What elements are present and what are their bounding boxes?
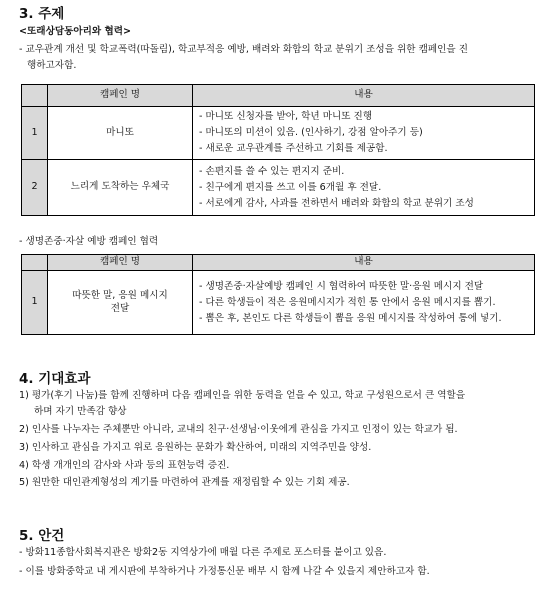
section4-item: 5) 원만한 대인관계형성의 계기를 마련하여 관계를 재정립할 수 있는 기회 제공. (19, 477, 350, 488)
section3-intro-line1: - 교우관계 개선 및 학교폭력(따돌림), 학교부적응 예방, 배려와 화합의 학교 분위기 조성을 위한 캠페인을 진 (19, 44, 468, 55)
section4-item: 2) 인사를 나누자는 주체뿐만 아니라, 교내의 친구·선생님·이웃에게 관심을 가지고 인정이 있는 학교가 됨. (19, 424, 458, 435)
campaign-name (48, 271, 193, 335)
section5-title: 5. 안건 (19, 528, 65, 544)
content-line: - 뽑은 후, 본인도 다른 학생들이 뽑을 응원 메시지를 작성하여 통에 넣기. (199, 312, 502, 324)
section4-item-continuation: 하며 자기 만족감 향상 (34, 406, 127, 417)
campaign-name: 마니또 (48, 107, 193, 160)
section3-subtitle: <또래상담동아리와 협력> (19, 26, 132, 37)
header-campaign-name: 캠페인 명 (48, 255, 193, 271)
campaign-content (193, 271, 535, 335)
header-num-cell (22, 255, 48, 271)
content-line: - 서로에게 감사, 사과를 전하면서 배려와 화합의 학교 분위기 조성 (199, 197, 474, 209)
campaign-content (193, 160, 535, 216)
row-number: 2 (22, 160, 48, 216)
table-row (22, 107, 535, 160)
section4-title: 4. 기대효과 (19, 371, 91, 387)
table-row (22, 160, 535, 216)
content-line: - 생명존중·자살예방 캠페인 시 협력하여 따뜻한 말·응원 메시지 전달 (199, 280, 484, 292)
content-line: - 손편지를 쓸 수 있는 편지지 준비. (199, 165, 345, 177)
section4-item: 4) 학생 개개인의 감사와 사과 등의 표현능력 증진. (19, 460, 230, 471)
header-content: 내용 (193, 255, 535, 271)
section4-item: 1) 평가(후기 나눔)를 함께 진행하며 다음 캠페인을 위한 동력을 얻을 수 있고, 학교 구성원으로서 큰 역할을 (19, 390, 466, 401)
campaign-name-line: 따뜻한 말, 응원 메시지 (72, 289, 168, 301)
section3-title: 3. 주제 (19, 6, 65, 22)
campaign-table-2 (21, 254, 535, 335)
campaign-table-1 (21, 84, 535, 216)
content-line: - 새로운 교우관계를 주선하고 기회를 제공함. (199, 143, 388, 154)
table-row (22, 271, 535, 335)
campaign-content (193, 107, 535, 160)
content-line: - 친구에게 편지를 쓰고 이를 6개월 후 전달. (199, 181, 382, 193)
section5-item: - 방화11종합사회복지관은 방화2동 지역상가에 매월 다른 주제로 포스터를 붙이고 있음. (19, 547, 387, 558)
table-header-row (22, 255, 535, 271)
row-number: 1 (22, 107, 48, 160)
campaign-name-line: 전달 (110, 302, 130, 314)
table-header-row (22, 85, 535, 107)
header-num-cell (22, 85, 48, 107)
section4-item: 3) 인사하고 관심을 가지고 위로 응원하는 문화가 확산하여, 미래의 지역주민을 양성. (19, 442, 372, 453)
header-content: 내용 (193, 85, 535, 107)
content-line: - 마니또 신청자를 받아, 학년 마니또 진행 (199, 111, 373, 122)
section3-intro-line2: 행하고자함. (27, 60, 77, 71)
header-campaign-name: 캠페인 명 (48, 85, 193, 107)
row-number: 1 (22, 271, 48, 335)
content-line: - 다른 학생들이 적은 응원메시지가 적힌 통 안에서 응원 메시지를 뽑기. (199, 296, 496, 308)
section5-item: - 이를 방화중학교 내 게시판에 부착하거나 가정통신문 배부 시 함께 나갈 수 있을지 제안하고자 함. (19, 566, 430, 577)
section3-second-label: - 생명존중·자살 예방 캠페인 협력 (19, 236, 159, 247)
content-line: - 마니또의 미션이 있음. (인사하기, 강점 알아주기 등) (199, 127, 423, 138)
campaign-name: 느리게 도착하는 우체국 (48, 160, 193, 216)
